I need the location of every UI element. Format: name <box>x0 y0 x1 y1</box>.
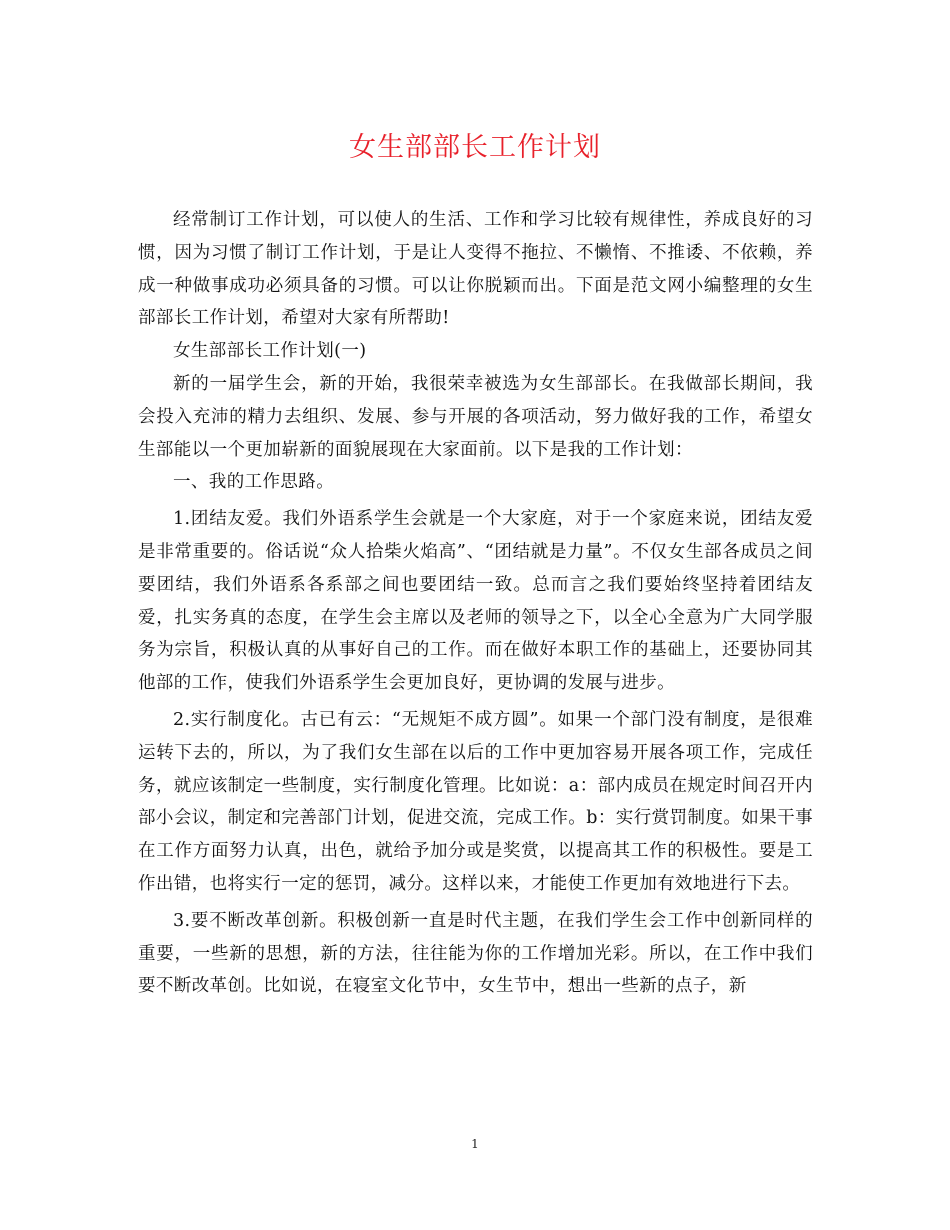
page-number: 1 <box>471 1137 479 1151</box>
paragraph-subheading: 一、我的工作思路。 <box>173 472 335 493</box>
document-body <box>138 204 813 1003</box>
paragraph-item-2: 2.实行制度化。古已有云：“无规矩不成方圆”。如果一个部门没有制度，是很难运转下去的，所以，为了我们女生部在以后的工作中更加容易开展各项工作，完成任务，就应该制定一些制度，实行制度化管理。比如说：a：部内成员在规定时间召开内部小会议，制定和完善部门计划，促进交流，完成工作。b：实行赏罚制度。如果干事在工作方面努力认真，出色，就给予加分或是奖赏，以提高其工作的积极性。要是工作出错，也将实行一定的惩罚，减分。这样以来，才能使工作更加有效地进行下去。 <box>138 709 813 894</box>
paragraph-intro: 经常制订工作计划，可以使人的生活、工作和学习比较有规律性，养成良好的习惯，因为习惯了制订工作计划，于是让人变得不拖拉、不懒惰、不推诿、不依赖，养成一种做事成功必须具备的习惯。可以让你脱颖而出。下面是范文网小编整理的女生部部长工作计划，希望对大家有所帮助! <box>138 210 813 329</box>
paragraph-section-heading: 女生部部长工作计划(一) <box>173 341 367 362</box>
paragraph-item-3: 3.要不断改革创新。积极创新一直是时代主题，在我们学生会工作中创新同样的重要，一些新的思想，新的方法，往往能为你的工作增加光彩。所以，在工作中我们要不断改革创。比如说，在寝室文化节中，女生节中，想出一些新的点子，新 <box>138 910 813 997</box>
paragraph-item-1: 1.团结友爱。我们外语系学生会就是一个大家庭，对于一个家庭来说，团结友爱是非常重要的。俗话说“众人拾柴火焰高”、“团结就是力量”。不仅女生部各成员之间要团结，我们外语系各系部之间也要团结一致。总而言之我们要始终坚持着团结友爱，扎实务真的态度，在学生会主席以及老师的领导之下，以全心全意为广大同学服务为宗旨，积极认真的从事好自己的工作。而在做好本职工作的基础上，还要协同其他部的工作，使我们外语系学生会更加良好，更协调的发展与进步。 <box>138 509 813 694</box>
document-title: 女生部部长工作计划 <box>349 132 601 163</box>
paragraph-opening: 新的一届学生会，新的开始，我很荣幸被选为女生部部长。在我做部长期间，我会投入充沛的精力去组织、发展、参与开展的各项活动，努力做好我的工作，希望女生部能以一个更加崭新的面貌展现在大家面前。以下是我的工作计划： <box>138 373 813 460</box>
